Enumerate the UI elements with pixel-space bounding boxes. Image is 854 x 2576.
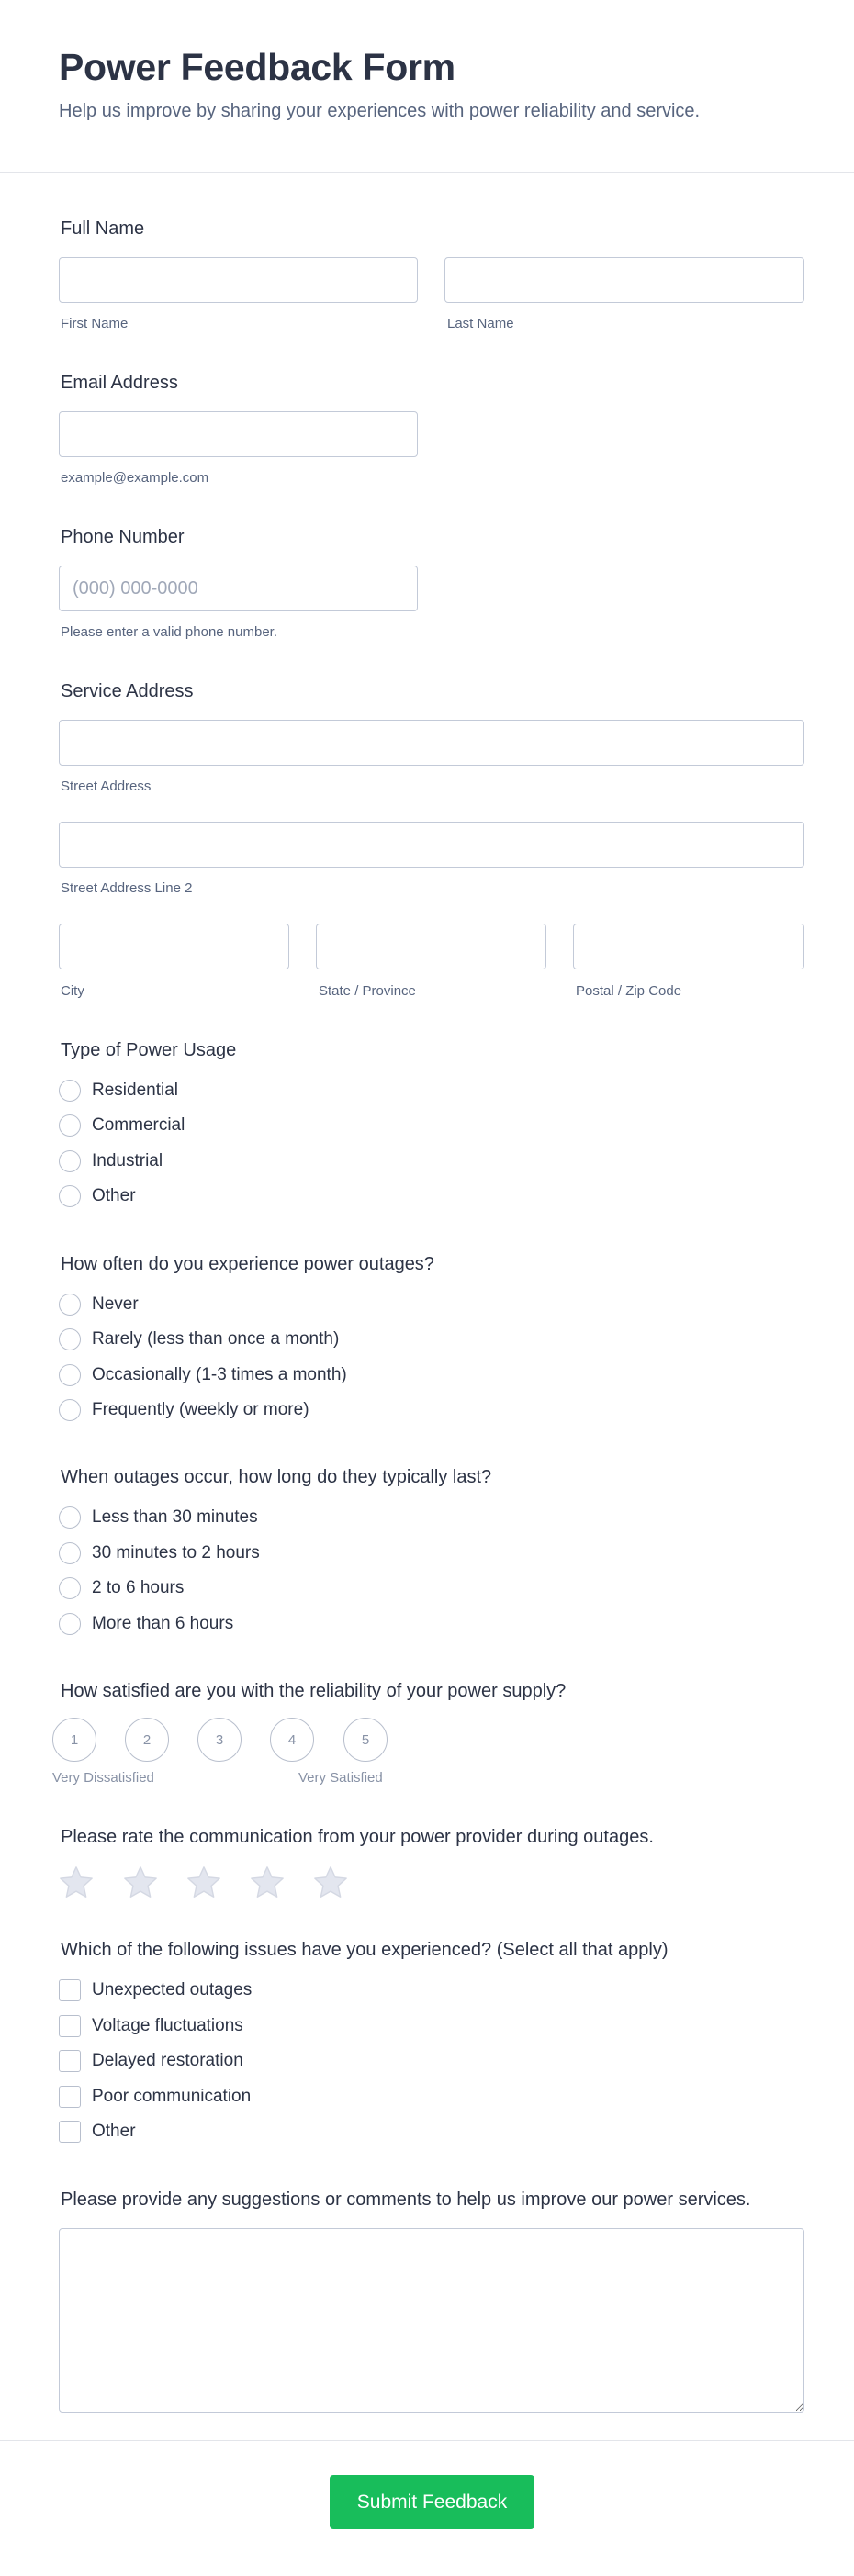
radio-button[interactable] [59,1080,81,1102]
scale-low-label: Very Dissatisfied [52,1770,154,1786]
radio-button[interactable] [59,1150,81,1172]
checkbox[interactable] [59,1979,81,2001]
radio-button[interactable] [59,1506,81,1529]
checkbox[interactable] [59,2121,81,2143]
option-label: Voltage fluctuations [92,2016,243,2035]
street-address-input[interactable] [59,720,804,766]
last-name-sublabel: Last Name [447,316,514,331]
email-input[interactable] [59,411,418,457]
option-label: Other [92,1186,136,1205]
email-label: Email Address [61,373,178,393]
usage-option-residential[interactable] [59,1078,178,1103]
footer-divider [0,2440,854,2441]
service-address-label: Service Address [61,681,194,701]
street-address-line2-sublabel: Street Address Line 2 [61,880,193,896]
duration-question: When outages occur, how long do they typically last? [61,1467,492,1487]
issue-option-voltage-fluctuations[interactable] [59,2013,243,2039]
checkbox[interactable] [59,2050,81,2072]
last-name-input[interactable] [444,257,804,303]
scale-option-1[interactable]: 1 [52,1718,96,1762]
star-icon-1[interactable] [57,1864,96,1902]
satisfaction-question: How satisfied are you with the reliability of your power supply? [61,1681,567,1701]
frequency-question: How often do you experience power outages? [61,1254,434,1274]
option-label: 2 to 6 hours [92,1578,185,1597]
scale-high-label: Very Satisfied [298,1770,383,1786]
option-label: Never [92,1294,139,1314]
radio-button[interactable] [59,1328,81,1350]
form-header [0,0,854,173]
radio-button[interactable] [59,1613,81,1635]
option-label: Delayed restoration [92,2051,243,2070]
communication-question: Please rate the communication from your power provider during outages. [61,1827,654,1847]
email-sublabel: example@example.com [61,470,209,486]
scale-option-4[interactable]: 4 [270,1718,314,1762]
usage-question: Type of Power Usage [61,1040,237,1060]
submit-feedback-button[interactable]: Submit Feedback [330,2475,534,2529]
zip-input[interactable] [573,924,804,969]
usage-option-industrial[interactable] [59,1148,163,1174]
duration-option-less-30[interactable] [59,1505,258,1530]
city-sublabel: City [61,983,84,999]
duration-option-more-6h[interactable] [59,1611,233,1637]
usage-option-other[interactable] [59,1183,136,1209]
checkbox[interactable] [59,2015,81,2037]
star-icon-5[interactable] [311,1864,350,1902]
state-sublabel: State / Province [319,983,416,999]
scale-option-3[interactable]: 3 [197,1718,242,1762]
radio-button[interactable] [59,1399,81,1421]
option-label: Poor communication [92,2087,252,2106]
phone-sublabel: Please enter a valid phone number. [61,624,277,640]
duration-option-30-2h[interactable] [59,1540,260,1566]
comments-textarea[interactable] [59,2228,804,2413]
form-title: Power Feedback Form [59,46,455,88]
checkbox[interactable] [59,2086,81,2108]
frequency-option-rarely[interactable] [59,1327,339,1352]
option-label: More than 6 hours [92,1614,234,1633]
star-icon-4[interactable] [248,1864,287,1902]
option-label: Commercial [92,1115,185,1135]
option-label: Residential [92,1081,178,1100]
first-name-sublabel: First Name [61,316,129,331]
issue-option-other[interactable] [59,2119,136,2145]
radio-button[interactable] [59,1364,81,1386]
full-name-label: Full Name [61,218,145,239]
option-label: Unexpected outages [92,1980,253,1999]
option-label: Industrial [92,1151,163,1170]
star-icon-2[interactable] [121,1864,160,1902]
issue-option-unexpected-outages[interactable] [59,1977,252,2003]
phone-input[interactable] [59,566,418,611]
street-address-line2-input[interactable] [59,822,804,868]
first-name-input[interactable] [59,257,418,303]
star-icon-3[interactable] [185,1864,223,1902]
radio-button[interactable] [59,1114,81,1137]
comments-question: Please provide any suggestions or comments to help us improve our power services. [61,2190,751,2210]
frequency-option-never[interactable] [59,1292,139,1317]
city-input[interactable] [59,924,289,969]
phone-label: Phone Number [61,527,185,547]
option-label: 30 minutes to 2 hours [92,1543,260,1562]
frequency-option-occasionally[interactable] [59,1362,347,1388]
form-subtitle: Help us improve by sharing your experiences with power reliability and service. [59,101,701,121]
state-input[interactable] [316,924,546,969]
option-label: Occasionally (1-3 times a month) [92,1365,347,1384]
usage-option-commercial[interactable] [59,1113,185,1138]
radio-button[interactable] [59,1542,81,1564]
duration-option-2-6h[interactable] [59,1575,184,1601]
radio-button[interactable] [59,1185,81,1207]
option-label: Less than 30 minutes [92,1507,258,1527]
frequency-option-frequently[interactable] [59,1397,309,1423]
option-label: Other [92,2122,136,2141]
zip-sublabel: Postal / Zip Code [576,983,682,999]
option-label: Rarely (less than once a month) [92,1329,340,1349]
issues-question: Which of the following issues have you experienced? (Select all that apply) [61,1940,669,1960]
scale-option-5[interactable]: 5 [343,1718,388,1762]
issue-option-delayed-restoration[interactable] [59,2048,243,2074]
street-address-sublabel: Street Address [61,778,152,794]
radio-button[interactable] [59,1577,81,1599]
issue-option-poor-communication[interactable] [59,2084,251,2110]
option-label: Frequently (weekly or more) [92,1400,309,1419]
radio-button[interactable] [59,1294,81,1316]
scale-option-2[interactable]: 2 [125,1718,169,1762]
